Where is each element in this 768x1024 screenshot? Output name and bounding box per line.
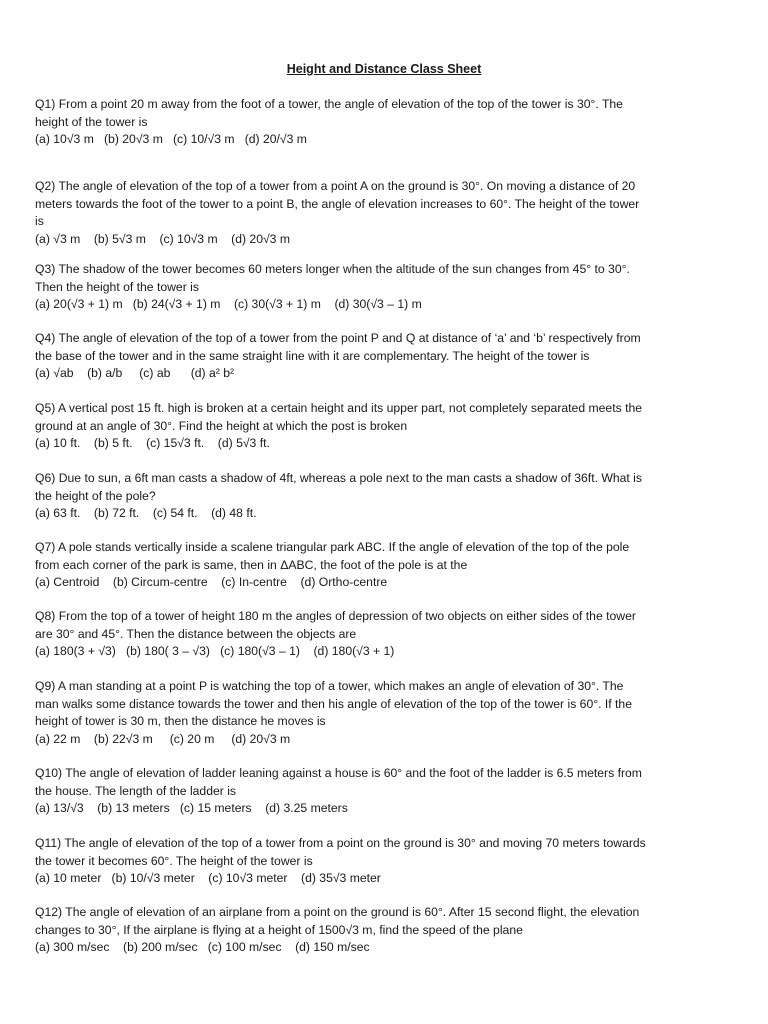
answer-options: (a) 22 m (b) 22√3 m (c) 20 m (d) 20√3 m xyxy=(35,731,291,746)
question-5 xyxy=(35,400,685,453)
question-text-line: height of tower is 30 m, then the distance he moves is xyxy=(35,714,326,729)
question-text-line: man walks some distance towards the tower and then his angle of elevation of the top of the tower is 60°. If the xyxy=(35,696,632,711)
question-1 xyxy=(35,96,685,149)
question-10 xyxy=(35,765,685,818)
question-text-line: Q5) A vertical post 15 ft. high is broken at a certain height and its upper part, not completely separated meets the xyxy=(35,401,643,415)
answer-options: (a) 300 m/sec (b) 200 m/sec (c) 100 m/sec (d) 150 m/sec xyxy=(35,940,370,955)
question-text-line: is xyxy=(35,214,44,229)
question-7 xyxy=(35,539,685,592)
question-text-line: are 30° and 45°. Then the distance between the objects are xyxy=(35,626,357,641)
question-text-line: ground at an angle of 30°. Find the height at which the post is broken xyxy=(35,418,408,433)
question-text-line: the height of the pole? xyxy=(35,488,156,503)
question-text-line: from each corner of the park is same, then in ΔABC, the foot of the pole is at the xyxy=(35,557,468,572)
answer-options: (a) 10 ft. (b) 5 ft. (c) 15√3 ft. (d) 5√3 ft. xyxy=(35,436,270,451)
question-text-line: height of the tower is xyxy=(35,114,148,129)
question-text-line: Q2) The angle of elevation of the top of a tower from a point A on the ground is 30°. On moving a distance of 20 xyxy=(35,179,636,193)
question-text-line: Q8) From the top of a tower of height 180 m the angles of depression of two objects on either sides of the tower xyxy=(35,609,636,623)
answer-options: (a) 13/√3 (b) 13 meters (c) 15 meters (d) 3.25 meters xyxy=(35,801,348,816)
answer-options: (a) 20(√3 + 1) m (b) 24(√3 + 1) m (c) 30(√3 + 1) m (d) 30(√3 – 1) m xyxy=(35,297,422,312)
answer-options: (a) 63 ft. (b) 72 ft. (c) 54 ft. (d) 48 ft. xyxy=(35,506,257,521)
question-text-line: Q3) The shadow of the tower becomes 60 meters longer when the altitude of the sun changes from 45° to 30°. xyxy=(35,262,630,276)
question-text-line: Q11) The angle of elevation of the top of a tower from a point on the ground is 30° and moving 70 meters towards xyxy=(35,836,646,850)
question-text-line: Q6) Due to sun, a 6ft man casts a shadow of 4ft, whereas a pole next to the man casts a shadow of 36ft. What is xyxy=(35,471,642,485)
page-title: Height and Distance Class Sheet xyxy=(286,62,482,76)
answer-options: (a) √3 m (b) 5√3 m (c) 10√3 m (d) 20√3 m xyxy=(35,231,290,246)
question-12 xyxy=(35,904,685,957)
question-text-line: Q9) A man standing at a point P is watching the top of a tower, which makes an angle of elevation of 30°. The xyxy=(35,679,624,693)
question-text-line: changes to 30°, If the airplane is flying at a height of 1500√3 m, find the speed of the plane xyxy=(35,922,523,937)
question-text-line: Q1) From a point 20 m away from the foot of a tower, the angle of elevation of the top of the tower is 30°. The xyxy=(35,97,623,111)
answer-options: (a) Centroid (b) Circum-centre (c) In-centre (d) Ortho-centre xyxy=(35,575,388,590)
answer-options: (a) 10 meter (b) 10/√3 meter (c) 10√3 meter (d) 35√3 meter xyxy=(35,871,381,886)
question-text-line: Then the height of the tower is xyxy=(35,279,199,294)
answer-options: (a) 180(3 + √3) (b) 180( 3 – √3) (c) 180(√3 – 1) (d) 180(√3 + 1) xyxy=(35,644,395,659)
question-text-line: the tower it becomes 60°. The height of the tower is xyxy=(35,853,313,868)
question-11 xyxy=(35,835,685,888)
question-text-line: meters towards the foot of the tower to a point B, the angle of elevation increases to 60°. The height of the tower xyxy=(35,196,640,211)
question-text-line: the house. The length of the ladder is xyxy=(35,783,237,798)
answer-options: (a) √ab (b) a/b (c) ab (d) a² b² xyxy=(35,366,235,381)
question-6 xyxy=(35,470,685,523)
question-text-line: the base of the tower and in the same straight line with it are complementary. The height of the tower is xyxy=(35,348,590,363)
question-text-line: Q10) The angle of elevation of ladder leaning against a house is 60° and the foot of the ladder is 6.5 meters from xyxy=(35,766,642,780)
question-8 xyxy=(35,608,685,661)
question-9 xyxy=(35,678,685,748)
question-3 xyxy=(35,261,685,314)
question-2 xyxy=(35,178,685,248)
question-text-line: Q12) The angle of elevation of an airplane from a point on the ground is 60°. After 15 second flight, the elevation xyxy=(35,905,640,919)
answer-options: (a) 10√3 m (b) 20√3 m (c) 10/√3 m (d) 20/√3 m xyxy=(35,132,307,147)
question-4 xyxy=(35,330,685,383)
question-text-line: Q7) A pole stands vertically inside a scalene triangular park ABC. If the angle of elevation of the top of the pole xyxy=(35,540,630,554)
question-text-line: Q4) The angle of elevation of the top of a tower from the point P and Q at distance of ‘a’ and ‘b’ respectively from xyxy=(35,331,641,345)
